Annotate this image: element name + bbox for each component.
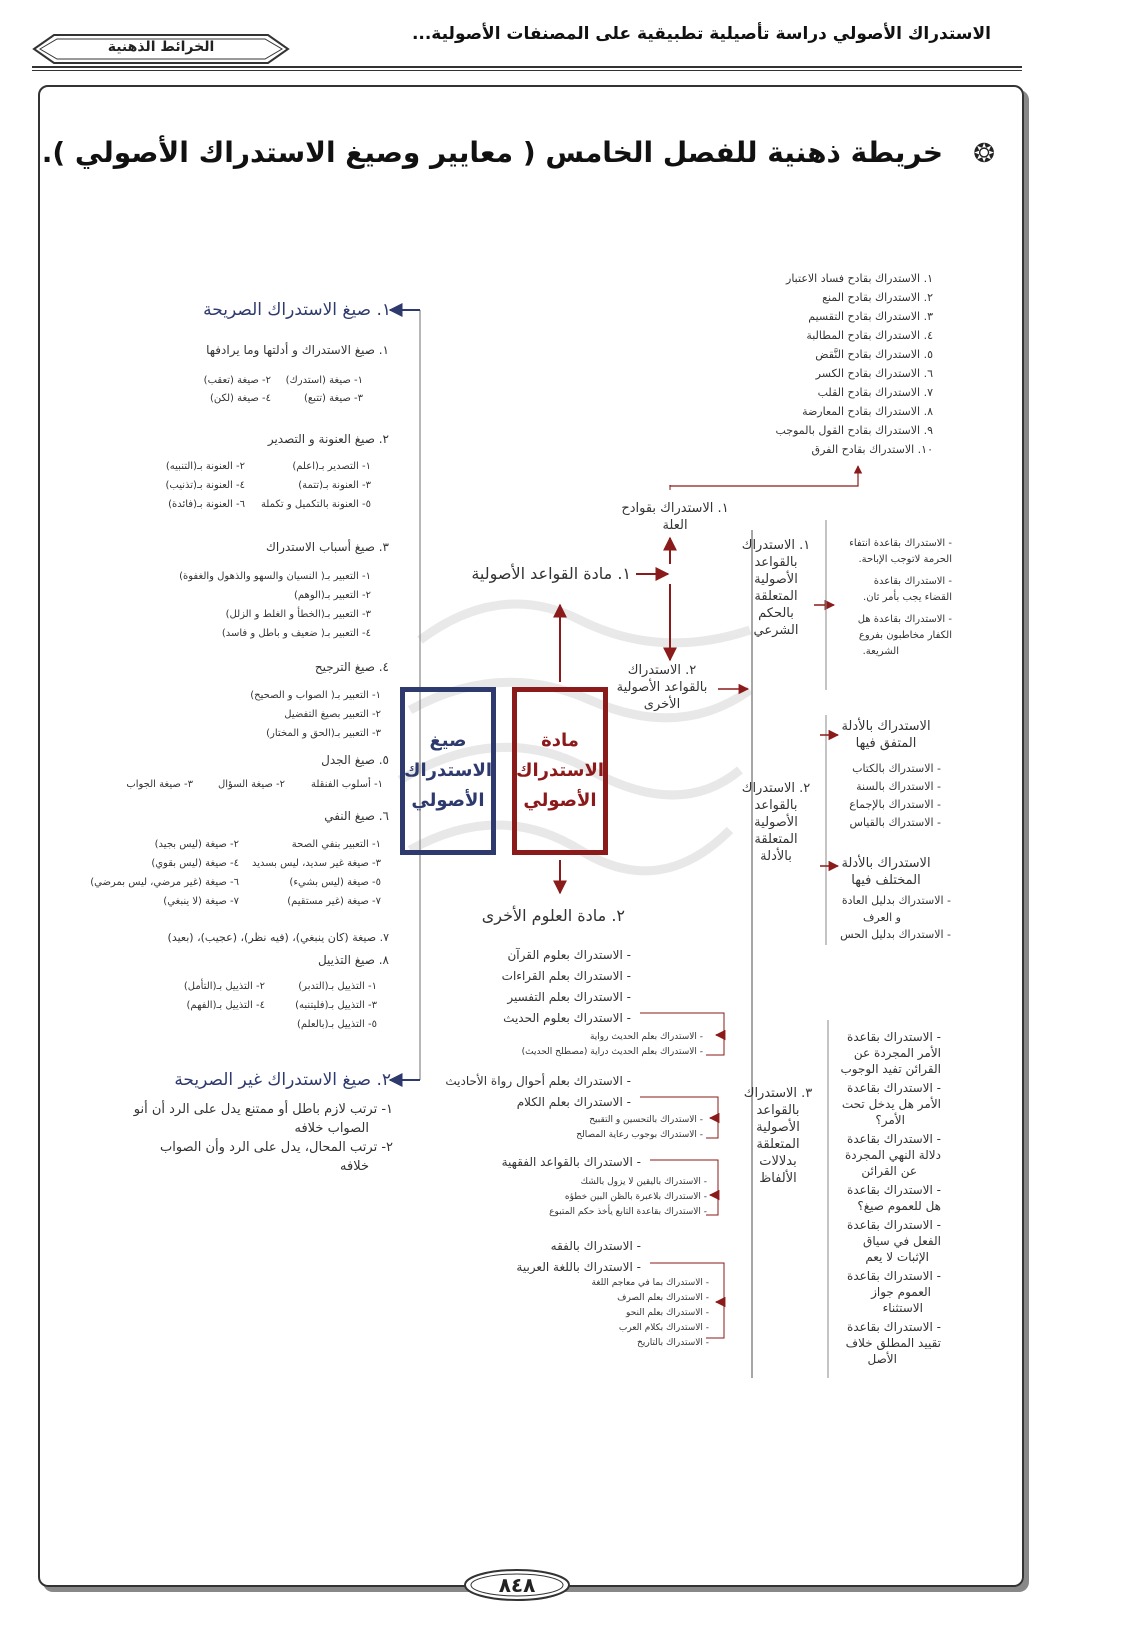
page-title: خريطة ذهنية للفصل الخامس ( معايير وصيغ الاستدراك الأصولي ). (41, 136, 943, 169)
science-sub-item: - الاستدراك بقاعدة التابع يأخذ حكم المتبوع (549, 1207, 707, 1217)
section-tag-label: الخرائط الذهنية (107, 39, 215, 55)
implicit-item: خلافه (340, 1159, 369, 1174)
alfaz-item: الأصل (867, 1352, 897, 1366)
list-item: ٣. الاستدراك بقادح التقسيم (808, 310, 933, 323)
forms-box: صيغ الاستدراك الأصولي (400, 687, 496, 855)
science-sub-item: - الاستدراك بعلم الحديث دراية (مصطلح الحديث) (521, 1047, 703, 1057)
alfaz-item: - الاستدراك بقاعدة (847, 1081, 941, 1095)
list-item: ٥. الاستدراك بقادح النَّقض (815, 348, 933, 361)
alfaz-item: الاستثناء (882, 1301, 923, 1315)
list-item: ٦. الاستدراك بقادح الكسر (815, 367, 933, 380)
science-sub-item: - الاستدراك بوجوب رعاية المصالح (576, 1130, 703, 1140)
explicit-row-item: ١- التصدير بـ(اعلم) (292, 461, 371, 472)
explicit-group-heading: ٢. صيغ العنونة و التصدير (267, 432, 389, 446)
page-number-badge (462, 1567, 572, 1603)
alfaz-item: الأمر المجردة عن (853, 1046, 941, 1060)
implicit-title: ٢. صيغ الاستدراك غير الصريحة (174, 1070, 391, 1090)
agreed-item: - الاستدراك بالقياس (849, 816, 941, 829)
agreed-item: - الاستدراك بالإجماع (849, 798, 941, 811)
explicit-row-item: ٣- التذييل بـ(فليتنبه) (295, 1000, 377, 1011)
implicit-item: ٢- ترتب المحال، يدل على الرد وأن الصواب (159, 1140, 393, 1155)
agreed-item: - الاستدراك بالكتاب (852, 762, 941, 775)
alfaz-item: العموم جواز (871, 1285, 931, 1299)
alfaz-item: - الاستدراك بقاعدة (847, 1030, 941, 1044)
explicit-group-heading: ٥. صيغ الجدل (321, 753, 389, 767)
explicit-row-item: ١- التعبير بـ( النسيان والسهو والذهول والغفوة) (179, 571, 371, 582)
list-item: ٩. الاستدراك بقادح القول بالموجب (775, 424, 933, 437)
illa-label: ١. الاستدراك بقوادح العلة (621, 501, 729, 533)
explicit-group-heading: ٤. صيغ الترجيح (314, 660, 389, 674)
explicit-group-heading: ٨. صيغ التذييل (317, 953, 389, 967)
explicit-row-item: ٣- صيغة (تتبع) (304, 393, 363, 404)
explicit-row-item: ٢- العنونة بـ(التنبيه) (165, 461, 245, 472)
alfaz-item: الإثبات لا يعم (865, 1250, 929, 1264)
disputed-label: الاستدراك بالأدلة المختلف فيها (841, 856, 931, 888)
explicit-row-item: ٧- صيغة (غير مستقيم) (287, 896, 381, 907)
explicit-row-item: ٢- صيغة (ليس بجيد) (154, 839, 239, 850)
disputed-item: - الاستدراك بدليل الحس (840, 928, 951, 941)
explicit-row-item: ١- التعبير بنفي الصحة (291, 839, 381, 850)
alfaz-item: الأمر هل يدخل تحت (841, 1097, 941, 1111)
science-item: - الاستدراك بالقواعد الفقهية (501, 1155, 641, 1169)
list-item: ٧. الاستدراك بقادح القلب (817, 386, 933, 399)
science-sub-item: - الاستدراك بالتحسين و التقبيح (589, 1115, 703, 1125)
hukm-item: الشريعة. (862, 646, 899, 657)
science-item: - الاستدراك بعلم التفسير (507, 990, 631, 1004)
hukm-item: القضاء يجب بأمر ثان. (863, 592, 952, 603)
explicit-row-item: ١- التذييل بـ(التدبر) (298, 981, 377, 992)
hukm-item: - الاستدراك بقاعدة انتفاء (849, 538, 952, 549)
list-item: ٢. الاستدراك بقادح المنع (822, 291, 933, 304)
explicit-row-item: ٢- صيغة (تعقب) (203, 375, 271, 386)
implicit-item: الصواب خلافه (294, 1121, 369, 1136)
explicit-row-item: ٣- العنونة بـ(تتمة) (298, 480, 371, 491)
science-item: - الاستدراك بعلم القراءات (501, 969, 631, 983)
alfaz-item: القرائن تفيد الوجوب (840, 1062, 941, 1076)
explicit-row-item: ٤- التعبير بـ( ضعيف و باطل و فاسد) (221, 628, 371, 639)
other-usul-label: ٢. الاستدراك بالقواعد الأصولية الأخرى (616, 663, 708, 712)
explicit-group-heading: ٣. صيغ أسباب الاستدراك (265, 540, 389, 554)
science-item: - الاستدراك بالفقه (550, 1239, 641, 1253)
explicit-row-item: ٣- التعبير بـ(الخطأ و الغلط و الزلل) (225, 609, 371, 620)
alfaz-item: - الاستدراك بقاعدة (847, 1218, 941, 1232)
explicit-row-item: ٥- العنونة بالتكميل و تكملة (260, 499, 371, 510)
explicit-row-item: ٢- التعبير بـ(الوهم) (294, 590, 371, 601)
explicit-row-item: ٢- التذييل بـ(التأمل) (183, 981, 265, 992)
usul-main-label: ١. مادة القواعد الأصولية (471, 564, 631, 583)
alfaz-item: الفعل في سياق (863, 1234, 941, 1248)
explicit-row-item: ١- أسلوب الفنقلة (310, 779, 383, 790)
science-sub-item: - الاستدراك بالتاريخ (637, 1338, 709, 1348)
alfaz-title: ٣. الاستدراك بالقواعد الأصولية المتعلقة بدلالات الألفاظ (743, 1086, 813, 1186)
list-item: ٤. الاستدراك بقادح المطالبة (806, 329, 933, 342)
alfaz-item: - الاستدراك بقاعدة (847, 1320, 941, 1334)
explicit-row-item: ٢- التعبير بصيغ التفضيل (284, 709, 381, 720)
explicit-row-item: ١- التعبير بـ( الصواب و الصحيح) (250, 690, 381, 701)
book-title: الاستدراك الأصولي دراسة تأصيلية تطبيقية على المصنفات الأصولية... (411, 24, 991, 44)
flower-bullet-icon: ❂ (973, 139, 995, 169)
material-box: مادة الاستدراك الأصولي (512, 687, 608, 855)
explicit-row-item: ٤- صيغة (ليس بقوي) (151, 858, 239, 869)
list-item: ١٠. الاستدراك بقادح الفرق (811, 443, 933, 456)
disputed-item: - الاستدراك بدليل العادة (841, 894, 951, 907)
alfaz-item: - الاستدراك بقاعدة (847, 1269, 941, 1283)
explicit-row-item: ٦- العنونة بـ(فائدة) (168, 499, 245, 510)
science-item: - الاستدراك باللغة العربية (516, 1260, 641, 1274)
science-sub-item: - الاستدراك باليقين لا يزول بالشك (580, 1177, 707, 1187)
hukm-item: الكفار مخاطبون بفروع (858, 630, 952, 641)
explicit-group-heading: ٧. صيغة (كان ينبغي)، (فيه نظر)، (عجيب)، (بعيد) (167, 931, 389, 944)
science-sub-item: - الاستدراك بلاعبرة بالظن البين خطؤه (564, 1192, 707, 1202)
explicit-row-item: ٤- التذييل بـ(الفهم) (186, 1000, 265, 1011)
alfaz-item: الأمر؟ (875, 1113, 905, 1127)
list-item: ١. الاستدراك بقادح فساد الاعتبار (786, 272, 933, 285)
explicit-row-item: ٥- صيغة (ليس بشيء) (289, 877, 381, 888)
explicit-row-item: ٢- صيغة السؤال (218, 779, 285, 790)
science-sub-item: - الاستدراك بما في معاجم اللغة (591, 1278, 709, 1288)
explicit-row-item: ٧- صيغة (لا ينبغي) (163, 896, 239, 907)
explicit-row-item: ٤- العنونة بـ(تذنيب) (165, 480, 245, 491)
list-item: ٨. الاستدراك بقادح المعارضة (802, 405, 933, 418)
agreed-item: - الاستدراك بالسنة (856, 780, 941, 793)
science-sub-item: - الاستدراك بعلم الحديث رواية (589, 1032, 703, 1042)
explicit-row-item: ٤- صيغة (لكن) (209, 393, 271, 404)
explicit-row-item: ٦- صيغة (غير مرضي، ليس بمرضي) (90, 877, 239, 888)
sciences-main-label: ٢. مادة العلوم الأخرى (481, 906, 625, 925)
adilla-title: ٢. الاستدراك بالقواعد الأصولية المتعلقة بالأدلة (741, 781, 811, 864)
alfaz-item: - الاستدراك بقاعدة (847, 1183, 941, 1197)
explicit-row-item: ١- صيغة (استدرك) (285, 375, 363, 386)
explicit-row-item: ٣- التعبير بـ(الحق و المختار) (266, 728, 381, 739)
agreed-label: الاستدراك بالأدلة المتفق فيها (841, 719, 931, 751)
science-item: - الاستدراك بعلوم الحديث (503, 1011, 631, 1025)
explicit-title: ١. صيغ الاستدراك الصريحة (203, 300, 391, 320)
alfaz-item: تقييد المطلق خلاف (845, 1336, 941, 1350)
explicit-row-item: ٥- التذييل بـ(بالعلم) (297, 1019, 377, 1030)
disputed-item: و العرف (863, 911, 901, 924)
science-item: - الاستدراك بعلوم القرآن (507, 948, 631, 962)
alfaz-item: دلالة النهي المجردة (845, 1148, 941, 1162)
science-item: - الاستدراك بعلم أحوال رواة الأحاديث (445, 1074, 631, 1088)
implicit-item: ١- ترتب لازم باطل أو ممتنع يدل على الرد أن أنو (133, 1102, 393, 1117)
page-number: ٨٤٨ (498, 1573, 536, 1597)
alfaz-item: هل للعموم صيغ؟ (857, 1199, 941, 1213)
explicit-group-heading: ٦. صيغ النفي (324, 809, 389, 823)
hukm-title: ١. الاستدراك بالقواعد الأصولية المتعلقة بالحكم الشرعي (741, 538, 811, 638)
science-sub-item: - الاستدراك بعلم النحو (626, 1308, 709, 1318)
science-sub-item: - الاستدراك بكلام العرب (618, 1323, 709, 1333)
science-sub-item: - الاستدراك بعلم الصرف (617, 1293, 709, 1303)
alfaz-item: - الاستدراك بقاعدة (847, 1132, 941, 1146)
explicit-row-item: ٣- صيغة الجواب (126, 779, 193, 790)
hukm-item: الحرمة لاتوجب الإباحة. (858, 554, 952, 565)
explicit-row-item: ٣- صيغة غير سديد، ليس بسديد (251, 858, 381, 869)
alfaz-item: عن القرائن (861, 1164, 917, 1178)
explicit-group-heading: ١. صيغ الاستدراك و أدلتها وما يرادفها (206, 343, 389, 357)
hukm-item: - الاستدراك بقاعدة (873, 576, 952, 587)
science-item: - الاستدراك بعلم الكلام (516, 1095, 631, 1109)
hukm-item: - الاستدراك بقاعدة هل (857, 614, 952, 625)
